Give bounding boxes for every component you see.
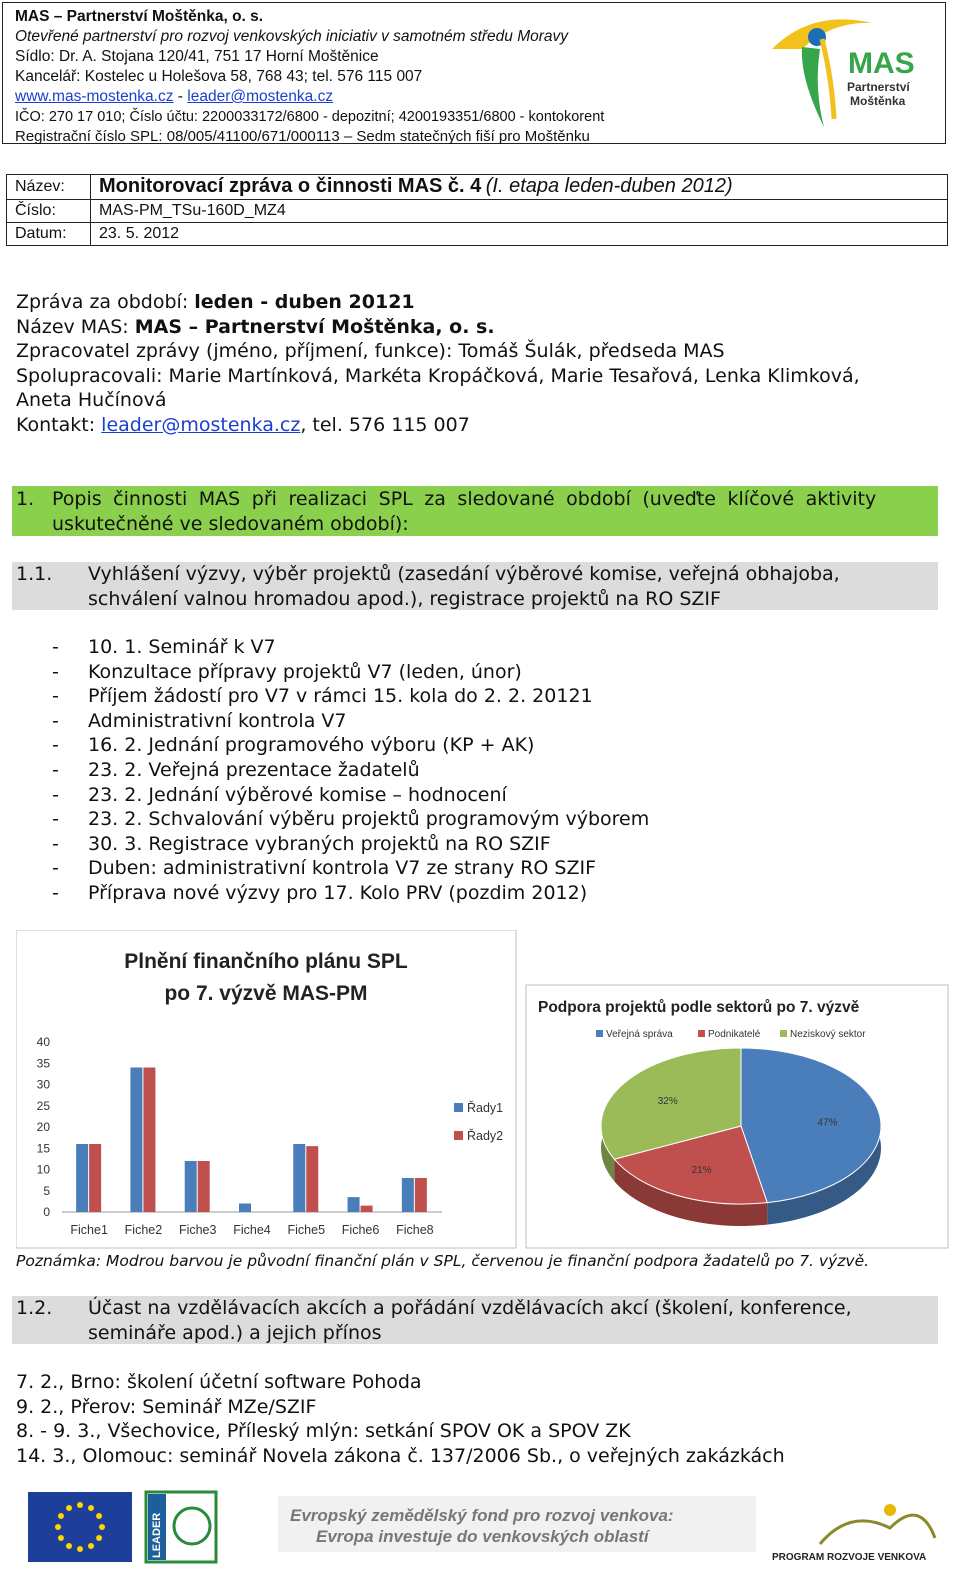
- doc-period: (I. etapa leden-duben 2012): [485, 175, 733, 197]
- list-item-text: 9. 2., Přerov: Seminář MZe/SZIF: [16, 1395, 317, 1418]
- pie-legend-label: Veřejná správa: [606, 1029, 673, 1040]
- report-mas: [16, 315, 495, 340]
- list-item-text: 7. 2., Brno: školení účetní software Pohoda: [16, 1371, 422, 1393]
- x-tick-label: Fiche2: [124, 1223, 163, 1237]
- eu-star: [66, 1543, 72, 1549]
- document-info-table: [6, 174, 948, 246]
- eafrd-line-1: Evropský zemědělský fond pro rozvoj venkova:: [290, 1506, 674, 1525]
- list-item-text: 10. 1. Seminář k V7: [88, 636, 276, 658]
- bar-2-Fiche6: [361, 1206, 373, 1212]
- list-item: [52, 635, 276, 660]
- legend-label-1: Řady1: [467, 1101, 504, 1115]
- list-item: [52, 881, 587, 906]
- pie-chart-title: Podpora projektů podle sektorů po 7. výzvě: [538, 999, 860, 1016]
- name-label: Název:: [7, 175, 91, 200]
- list-item-text: 16. 2. Jednání programového výboru (KP + AK): [88, 734, 535, 757]
- report-contact: [16, 413, 470, 438]
- letterhead: [2, 2, 946, 144]
- list-item: [52, 758, 420, 783]
- charts-figure: [16, 930, 956, 1250]
- list-item: [16, 1444, 785, 1469]
- subsection-1-1-number: 1.1.: [16, 563, 53, 585]
- list-item: [52, 783, 507, 808]
- eu-star: [96, 1513, 102, 1519]
- subsection-1-2-title-line-2: semináře apod.) a jejich přínos: [88, 1321, 382, 1344]
- bar-2-Fiche8: [415, 1178, 427, 1212]
- list-item-text: Administrativní kontrola V7: [88, 709, 347, 732]
- report-coworkers-2: Aneta Hučínová: [16, 389, 167, 411]
- footer-logos: [20, 1488, 950, 1566]
- list-dash: -: [52, 857, 59, 880]
- eu-star: [66, 1505, 72, 1511]
- legend-swatch-1: [454, 1103, 463, 1112]
- list-dash: -: [52, 709, 59, 732]
- bar-1-Fiche5: [293, 1144, 305, 1212]
- pie-legend-swatch: [780, 1030, 787, 1037]
- logo-text-mostenka: Moštěnka: [850, 94, 906, 108]
- email-link[interactable]: leader@mostenka.cz: [187, 88, 334, 105]
- x-tick-label: Fiche6: [341, 1223, 380, 1237]
- section-1-title-line-2: uskutečněné ve sledovaném období):: [52, 512, 409, 535]
- pie-chart-slices: [601, 1048, 881, 1226]
- bar-2-Fiche2: [143, 1068, 155, 1213]
- x-tick-label: Fiche1: [70, 1223, 108, 1237]
- y-tick-label: 35: [36, 1056, 50, 1071]
- logo-text-partnerstvi: Partnerství: [847, 80, 910, 94]
- y-tick-label: 5: [43, 1183, 50, 1198]
- pie-legend-label: Podnikatelé: [708, 1029, 761, 1040]
- bar-chart-categories: [70, 1223, 433, 1237]
- separator: -: [173, 88, 188, 105]
- bar-2-Fiche5: [306, 1146, 318, 1212]
- pie-value-label: 47%: [817, 1117, 838, 1129]
- y-tick-label: 0: [43, 1205, 50, 1219]
- x-tick-label: Fiche4: [233, 1223, 271, 1237]
- list-item: [52, 709, 346, 734]
- bar-1-Fiche3: [185, 1161, 197, 1212]
- mas-label: Název MAS:: [16, 315, 135, 338]
- list-item: [52, 807, 649, 832]
- list-item: [52, 856, 596, 881]
- prv-logo-drawing: [820, 1515, 935, 1544]
- list-item-text: Duben: administrativní kontrola V7 ze strany RO SZIF: [88, 857, 597, 880]
- subsection-1-1-title-line-2: schválení valnou hromadou apod.), registrace projektů na RO SZIF: [88, 587, 721, 610]
- eu-star: [88, 1505, 94, 1511]
- eu-star: [99, 1524, 105, 1530]
- subsection-1-1-title-line-1: Vyhlášení výzvy, výběr projektů (zasedání výběrové komise, veřejná obhajoba,: [88, 563, 840, 585]
- eu-star: [77, 1546, 83, 1552]
- list-item: [16, 1370, 422, 1395]
- doc-number-row: [7, 200, 948, 223]
- list-item-text: Příjem žádostí pro V7 v rámci 15. kola do 2. 2. 20121: [88, 685, 593, 708]
- list-dash: -: [52, 832, 59, 855]
- logo-stroke: [822, 39, 834, 119]
- y-tick-label: 10: [36, 1162, 50, 1177]
- org-seat: Sídlo: Dr. A. Stojana 120/41, 751 17 Horní Moštěnice: [15, 48, 379, 65]
- y-tick-label: 20: [36, 1120, 50, 1134]
- y-tick-label: 30: [36, 1077, 50, 1092]
- period-label: Zpráva za období:: [16, 291, 195, 313]
- list-dash: -: [52, 882, 59, 904]
- number-label: Číslo:: [7, 200, 91, 223]
- eu-star: [55, 1524, 61, 1530]
- y-tick-label: 15: [36, 1141, 50, 1156]
- list-item-text: Příprava nové výzvy pro 17. Kolo PRV (pozdim 2012): [88, 882, 588, 904]
- list-dash: -: [52, 734, 59, 757]
- list-dash: -: [52, 759, 59, 781]
- pie-legend-swatch: [596, 1030, 603, 1037]
- list-item-text: 8. - 9. 3., Všechovice, Příleský mlýn: setkání SPOV OK a SPOV ZK: [16, 1420, 631, 1443]
- bar-chart-title-line-1: Plnění finančního plánu SPL: [124, 950, 408, 973]
- subsection-1-2-title-line-1: Účast na vzdělávacích akcích a pořádání vzdělávacích akcí (školení, konference,: [88, 1297, 852, 1319]
- list-item-text: 23. 2. Veřejná prezentace žadatelů: [88, 759, 420, 781]
- x-tick-label: Fiche8: [396, 1223, 434, 1237]
- leader-label: LEADER: [151, 1512, 163, 1558]
- list-item: [52, 733, 534, 758]
- list-item-text: 23. 2. Schvalování výběru projektů programovým výborem: [88, 808, 650, 831]
- doc-title: Monitorovací zpráva o činnosti MAS č. 4: [99, 175, 482, 197]
- x-tick-label: Fiche5: [287, 1223, 326, 1237]
- doc-name-row: [7, 175, 948, 200]
- report-coworkers-1: Spolupracovali: Marie Martínková, Markéta Kropáčková, Marie Tesařová, Lenka Klimková,: [16, 364, 860, 387]
- prv-logo-sun: [884, 1504, 896, 1516]
- list-item: [16, 1419, 631, 1444]
- list-item-text: 23. 2. Jednání výběrové komise – hodnocení: [88, 783, 507, 806]
- section-1-number: 1.: [16, 488, 35, 510]
- pie-value-label: 32%: [657, 1096, 678, 1108]
- bar-1-Fiche4: [239, 1204, 251, 1213]
- pie-legend-label: Neziskový sektor: [790, 1029, 866, 1040]
- bar-2-Fiche3: [198, 1161, 210, 1212]
- report-author: Zpracovatel zprávy (jméno, příjmení, funkce): Tomáš Šulák, předseda MAS: [16, 340, 725, 362]
- bar-1-Fiche1: [76, 1144, 88, 1212]
- subsection-1-1-heading: [12, 562, 938, 610]
- org-name: MAS – Partnerství Moštěnka, o. s.: [15, 8, 264, 25]
- bar-chart-title-line-2: po 7. výzvě MAS-PM: [164, 982, 368, 1005]
- subsection-1-2-number: 1.2.: [16, 1297, 53, 1319]
- chart-note: Poznámka: Modrou barvou je původní finanční plán v SPL, červenou je finanční podpora žadatelů po 7. výzvě.: [16, 1252, 870, 1270]
- contact-tel: , tel. 576 115 007: [300, 413, 470, 436]
- bar-1-Fiche8: [402, 1178, 414, 1212]
- list-item: [52, 832, 551, 857]
- list-item: [52, 660, 522, 685]
- eu-star: [77, 1502, 83, 1508]
- list-item-text: Konzultace přípravy projektů V7 (leden, únor): [88, 660, 522, 683]
- list-item-text: 30. 3. Registrace vybraných projektů na RO SZIF: [88, 832, 551, 855]
- org-ico: IČO: 270 17 010; Číslo účtu: 2200033172/6800 - depozitní; 4200193351/6800 - kontokorent: [15, 109, 605, 125]
- section-1-title-line-1: Popis činnosti MAS při realizaci SPL za sledované období (uveďte klíčové aktivity: [52, 488, 877, 510]
- org-contacts: [15, 87, 333, 107]
- org-office: Kancelář: Kostelec u Holešova 58, 768 43; tel. 576 115 007: [15, 68, 423, 85]
- list-dash: -: [52, 783, 59, 806]
- doc-date-row: [7, 223, 948, 246]
- legend-label-2: Řady2: [467, 1129, 504, 1143]
- bar-1-Fiche6: [348, 1197, 360, 1212]
- list-item: [16, 1395, 316, 1420]
- period-value: leden - duben 20121: [194, 291, 415, 313]
- contact-label: Kontakt:: [16, 413, 102, 436]
- org-subtitle: Otevřené partnerství pro rozvoj venkovských iniciativ v samotném středu Moravy: [15, 28, 569, 45]
- web-link[interactable]: www.mas-mostenka.cz: [15, 88, 174, 105]
- logo-leaf-green: [802, 47, 824, 127]
- y-tick-label: 25: [36, 1098, 50, 1113]
- date-value: 23. 5. 2012: [91, 223, 948, 246]
- y-tick-label: 40: [36, 1035, 50, 1049]
- eu-star: [58, 1535, 64, 1541]
- pie-legend-swatch: [698, 1030, 705, 1037]
- number-value: MAS-PM_TSu-160D_MZ4: [91, 200, 948, 223]
- list-dash: -: [52, 660, 59, 683]
- eu-star: [58, 1513, 64, 1519]
- mas-logo: [762, 9, 937, 134]
- list-item-text: 14. 3., Olomouc: seminář Novela zákona č. 137/2006 Sb., o veřejných zakázkách: [16, 1444, 785, 1467]
- list-dash: -: [52, 808, 59, 831]
- contact-email-link[interactable]: leader@mostenka.cz: [101, 413, 301, 436]
- prv-label: PROGRAM ROZVOJE VENKOVA: [772, 1552, 927, 1563]
- section-1-heading: [12, 486, 938, 536]
- name-value: [91, 175, 948, 200]
- list-dash: -: [52, 636, 59, 658]
- org-registration: Registrační číslo SPL: 08/005/41100/671/000113 – Sedm statečných fiší pro Moštěnku: [15, 128, 590, 145]
- logo-text-mas: MAS: [848, 47, 915, 80]
- list-item: [52, 684, 593, 709]
- eu-star: [96, 1535, 102, 1541]
- bar-2-Fiche1: [89, 1144, 101, 1212]
- date-label: Datum:: [7, 223, 91, 246]
- report-period: [16, 290, 415, 315]
- bar-1-Fiche2: [130, 1068, 142, 1213]
- pie-chart-legend: [596, 1029, 866, 1040]
- list-dash: -: [52, 685, 59, 708]
- legend-swatch-2: [454, 1131, 463, 1140]
- eafrd-line-2: Evropa investuje do venkovských oblastí: [316, 1527, 649, 1546]
- pie-value-label: 21%: [691, 1165, 712, 1177]
- eu-star: [88, 1543, 94, 1549]
- subsection-1-2-heading: [12, 1296, 938, 1344]
- x-tick-label: Fiche3: [178, 1223, 217, 1237]
- mas-value: MAS – Partnerství Moštěnka, o. s.: [134, 315, 495, 338]
